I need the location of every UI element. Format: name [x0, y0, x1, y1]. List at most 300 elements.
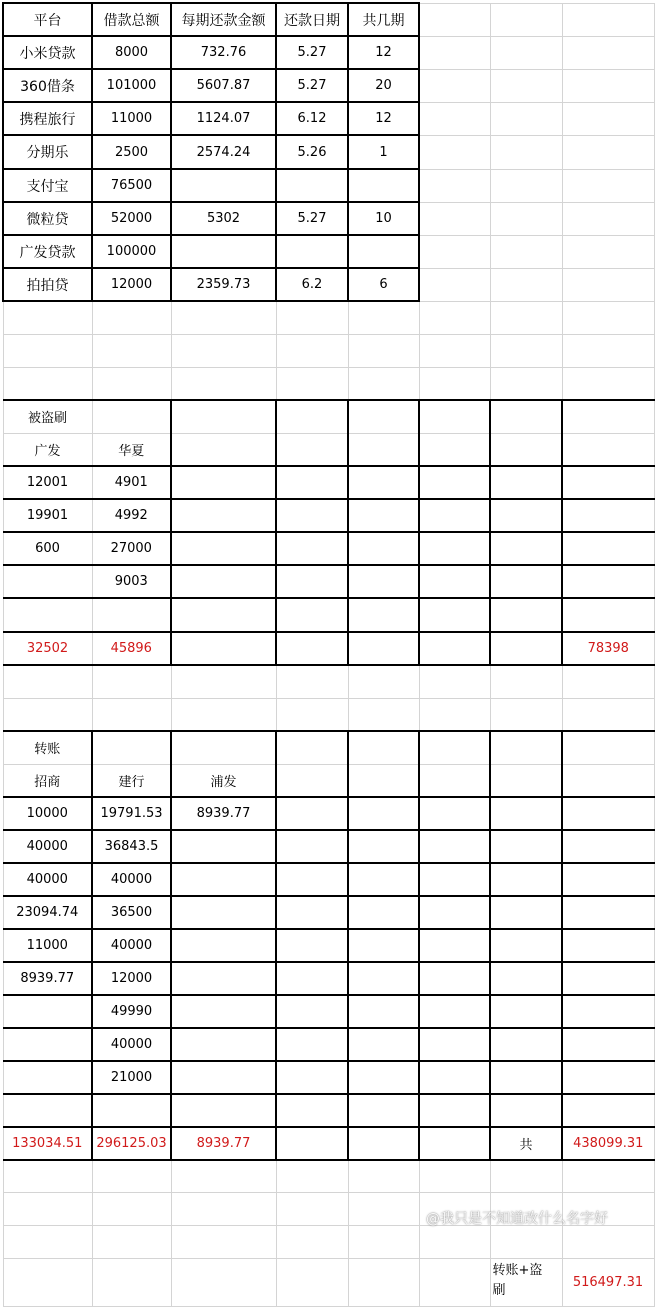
cell[interactable] — [348, 1225, 419, 1258]
cell[interactable] — [490, 598, 562, 632]
cell[interactable] — [276, 962, 348, 995]
cell[interactable] — [419, 1192, 490, 1225]
cell[interactable] — [562, 202, 654, 235]
loan-cell[interactable]: 5607.87 — [171, 69, 276, 102]
loan-cell[interactable]: 1124.07 — [171, 102, 276, 135]
cell[interactable] — [490, 731, 562, 764]
stolen-column-header[interactable]: 广发 — [3, 433, 92, 466]
cell[interactable] — [562, 334, 654, 367]
cell[interactable] — [171, 301, 276, 334]
loan-cell[interactable]: 6.2 — [276, 268, 348, 301]
transfer-cell[interactable] — [171, 929, 276, 962]
cell[interactable] — [348, 1094, 419, 1127]
loan-cell[interactable]: 11000 — [92, 102, 171, 135]
transfer-cell[interactable]: 21000 — [92, 1061, 171, 1094]
loan-cell[interactable]: 100000 — [92, 235, 171, 268]
loan-cell[interactable]: 2574.24 — [171, 135, 276, 169]
cell[interactable] — [490, 1028, 562, 1061]
loan-cell[interactable]: 2359.73 — [171, 268, 276, 301]
cell[interactable] — [348, 334, 419, 367]
cell[interactable] — [348, 466, 419, 499]
cell[interactable] — [562, 1061, 654, 1094]
cell[interactable] — [562, 1028, 654, 1061]
cell[interactable] — [562, 102, 654, 135]
loan-cell[interactable]: 2500 — [92, 135, 171, 169]
cell[interactable] — [419, 764, 490, 797]
cell[interactable] — [419, 665, 490, 698]
cell[interactable] — [276, 598, 348, 632]
cell[interactable] — [490, 102, 562, 135]
cell[interactable] — [490, 1225, 562, 1258]
loan-cell[interactable] — [171, 235, 276, 268]
cell[interactable] — [490, 499, 562, 532]
cell[interactable] — [490, 962, 562, 995]
transfer-cell[interactable]: 12000 — [92, 962, 171, 995]
cell[interactable] — [276, 565, 348, 598]
cell[interactable] — [276, 995, 348, 1028]
cell[interactable] — [276, 1192, 348, 1225]
stolen-cell[interactable]: 27000 — [92, 532, 171, 565]
cell[interactable] — [490, 565, 562, 598]
cell[interactable] — [276, 1225, 348, 1258]
transfer-cell[interactable]: 23094.74 — [3, 896, 92, 929]
loan-cell[interactable]: 10 — [348, 202, 419, 235]
transfer-cell[interactable] — [171, 995, 276, 1028]
loan-cell[interactable]: 6.12 — [276, 102, 348, 135]
cell[interactable] — [276, 632, 348, 665]
transfer-cell[interactable]: 10000 — [3, 797, 92, 830]
cell[interactable] — [171, 598, 276, 632]
cell[interactable] — [490, 334, 562, 367]
cell[interactable] — [490, 268, 562, 301]
cell[interactable] — [562, 929, 654, 962]
transfer-cell[interactable] — [3, 1028, 92, 1061]
cell[interactable] — [490, 433, 562, 466]
cell[interactable] — [348, 731, 419, 764]
cell[interactable] — [276, 896, 348, 929]
loan-cell[interactable] — [171, 169, 276, 202]
cell[interactable] — [3, 1258, 92, 1306]
loan-cell[interactable]: 8000 — [92, 36, 171, 69]
cell[interactable] — [171, 532, 276, 565]
cell[interactable] — [276, 433, 348, 466]
cell[interactable] — [276, 1127, 348, 1160]
transfer-cell[interactable] — [171, 962, 276, 995]
transfer-cell[interactable] — [3, 1061, 92, 1094]
transfer-cell[interactable] — [3, 995, 92, 1028]
cell[interactable] — [276, 731, 348, 764]
loan-cell[interactable]: 1 — [348, 135, 419, 169]
loan-cell[interactable]: 12 — [348, 36, 419, 69]
cell[interactable] — [562, 698, 654, 731]
cell[interactable] — [419, 334, 490, 367]
cell[interactable] — [490, 69, 562, 102]
loan-cell[interactable]: 拍拍贷 — [3, 268, 92, 301]
cell[interactable] — [3, 1192, 92, 1225]
loan-cell[interactable]: 支付宝 — [3, 169, 92, 202]
transfer-cell[interactable]: 40000 — [3, 830, 92, 863]
cell[interactable] — [276, 532, 348, 565]
transfer-title[interactable]: 转账 — [3, 731, 92, 764]
cell[interactable] — [276, 764, 348, 797]
cell[interactable] — [92, 665, 171, 698]
cell[interactable] — [171, 1192, 276, 1225]
cell[interactable] — [419, 830, 490, 863]
cell[interactable] — [562, 499, 654, 532]
cell[interactable] — [419, 962, 490, 995]
cell[interactable] — [348, 896, 419, 929]
cell[interactable] — [276, 698, 348, 731]
cell[interactable] — [171, 731, 276, 764]
cell[interactable] — [490, 665, 562, 698]
cell[interactable] — [419, 995, 490, 1028]
cell[interactable] — [562, 731, 654, 764]
transfer-cell[interactable]: 40000 — [92, 1028, 171, 1061]
cell[interactable] — [348, 995, 419, 1028]
transfer-cell[interactable]: 40000 — [3, 863, 92, 896]
cell[interactable] — [92, 400, 171, 433]
loan-cell[interactable]: 20 — [348, 69, 419, 102]
transfer-column-header[interactable]: 浦发 — [171, 764, 276, 797]
cell[interactable] — [419, 400, 490, 433]
cell[interactable] — [348, 764, 419, 797]
cell[interactable] — [348, 1127, 419, 1160]
cell[interactable] — [348, 698, 419, 731]
cell[interactable] — [562, 3, 654, 36]
cell[interactable] — [348, 632, 419, 665]
cell[interactable] — [3, 1225, 92, 1258]
cell[interactable] — [276, 301, 348, 334]
cell[interactable] — [562, 135, 654, 169]
transfer-total[interactable]: 8939.77 — [171, 1127, 276, 1160]
transfer-total[interactable]: 296125.03 — [92, 1127, 171, 1160]
cell[interactable] — [348, 797, 419, 830]
loan-cell[interactable]: 5.27 — [276, 202, 348, 235]
stolen-grand-total[interactable]: 78398 — [562, 632, 654, 665]
cell[interactable] — [419, 433, 490, 466]
cell[interactable] — [92, 334, 171, 367]
cell[interactable] — [490, 1258, 562, 1306]
cell[interactable] — [490, 36, 562, 69]
cell[interactable] — [419, 632, 490, 665]
loan-cell[interactable] — [348, 235, 419, 268]
cell[interactable] — [348, 1061, 419, 1094]
cell[interactable] — [490, 632, 562, 665]
cell[interactable] — [348, 1028, 419, 1061]
cell[interactable] — [490, 301, 562, 334]
loan-header-cell[interactable]: 借款总额 — [92, 3, 171, 36]
cell[interactable] — [490, 764, 562, 797]
cell[interactable] — [419, 1028, 490, 1061]
cell[interactable] — [562, 896, 654, 929]
cell[interactable] — [490, 202, 562, 235]
cell[interactable] — [419, 135, 490, 169]
cell[interactable] — [92, 1258, 171, 1306]
cell[interactable] — [562, 268, 654, 301]
cell[interactable] — [3, 367, 92, 400]
transfer-cell[interactable]: 19791.53 — [92, 797, 171, 830]
loan-cell[interactable]: 76500 — [92, 169, 171, 202]
loan-cell[interactable]: 微粒贷 — [3, 202, 92, 235]
cell[interactable] — [562, 962, 654, 995]
loan-header-cell[interactable]: 共几期 — [348, 3, 419, 36]
stolen-cell[interactable] — [3, 598, 92, 632]
transfer-cell[interactable]: 8939.77 — [171, 797, 276, 830]
cell[interactable] — [92, 301, 171, 334]
cell[interactable] — [490, 3, 562, 36]
cell[interactable] — [171, 334, 276, 367]
cell[interactable] — [348, 962, 419, 995]
cell[interactable] — [419, 367, 490, 400]
loan-cell[interactable]: 5.27 — [276, 69, 348, 102]
cell[interactable] — [562, 367, 654, 400]
cell[interactable] — [348, 1258, 419, 1306]
cell[interactable] — [419, 1258, 490, 1306]
cell[interactable] — [171, 665, 276, 698]
cell[interactable] — [276, 1094, 348, 1127]
cell[interactable] — [92, 1225, 171, 1258]
cell[interactable] — [348, 565, 419, 598]
cell[interactable] — [171, 1225, 276, 1258]
cell[interactable] — [276, 665, 348, 698]
transfer-cell[interactable]: 36500 — [92, 896, 171, 929]
cell[interactable] — [348, 367, 419, 400]
cell[interactable] — [348, 863, 419, 896]
cell[interactable] — [562, 830, 654, 863]
cell[interactable] — [276, 400, 348, 433]
cell[interactable] — [171, 565, 276, 598]
cell[interactable] — [92, 1160, 171, 1192]
transfer-grand-total[interactable]: 438099.31 — [562, 1127, 654, 1160]
cell[interactable] — [419, 202, 490, 235]
loan-cell[interactable]: 52000 — [92, 202, 171, 235]
cell[interactable] — [348, 499, 419, 532]
cell[interactable] — [562, 301, 654, 334]
loan-header-cell[interactable]: 平台 — [3, 3, 92, 36]
cell[interactable] — [276, 334, 348, 367]
loan-cell[interactable]: 5.26 — [276, 135, 348, 169]
stolen-cell[interactable]: 600 — [3, 532, 92, 565]
cell[interactable] — [490, 1160, 562, 1192]
cell[interactable] — [490, 135, 562, 169]
cell[interactable] — [171, 367, 276, 400]
cell[interactable] — [348, 400, 419, 433]
cell[interactable] — [419, 1225, 490, 1258]
cell[interactable] — [171, 433, 276, 466]
loan-cell[interactable] — [276, 235, 348, 268]
cell[interactable] — [490, 830, 562, 863]
loan-cell[interactable]: 携程旅行 — [3, 102, 92, 135]
transfer-total[interactable]: 133034.51 — [3, 1127, 92, 1160]
cell[interactable] — [276, 863, 348, 896]
cell[interactable] — [3, 301, 92, 334]
cell[interactable] — [171, 400, 276, 433]
loan-cell[interactable]: 360借条 — [3, 69, 92, 102]
cell[interactable] — [562, 235, 654, 268]
cell[interactable] — [562, 764, 654, 797]
stolen-cell[interactable]: 19901 — [3, 499, 92, 532]
cell[interactable] — [490, 698, 562, 731]
cell[interactable] — [419, 102, 490, 135]
cell[interactable] — [276, 1061, 348, 1094]
cell[interactable] — [562, 69, 654, 102]
cell[interactable] — [419, 169, 490, 202]
cell[interactable] — [348, 929, 419, 962]
cell[interactable] — [276, 797, 348, 830]
cell[interactable] — [171, 499, 276, 532]
loan-cell[interactable]: 12000 — [92, 268, 171, 301]
transfer-cell[interactable] — [171, 1094, 276, 1127]
cell[interactable] — [3, 334, 92, 367]
stolen-cell[interactable]: 12001 — [3, 466, 92, 499]
cell[interactable] — [490, 169, 562, 202]
cell[interactable] — [348, 598, 419, 632]
stolen-title[interactable]: 被盗刷 — [3, 400, 92, 433]
cell[interactable] — [562, 1160, 654, 1192]
loan-header-cell[interactable]: 还款日期 — [276, 3, 348, 36]
cell[interactable] — [276, 367, 348, 400]
transfer-cell[interactable] — [171, 863, 276, 896]
cell[interactable] — [276, 499, 348, 532]
transfer-cell[interactable]: 40000 — [92, 863, 171, 896]
cell[interactable] — [490, 863, 562, 896]
cell[interactable] — [92, 1192, 171, 1225]
cell[interactable] — [562, 532, 654, 565]
loan-cell[interactable] — [276, 169, 348, 202]
cell[interactable] — [276, 1258, 348, 1306]
stolen-total[interactable]: 32502 — [3, 632, 92, 665]
cell[interactable] — [92, 367, 171, 400]
loan-cell[interactable]: 732.76 — [171, 36, 276, 69]
cell[interactable] — [171, 1258, 276, 1306]
cell[interactable] — [348, 830, 419, 863]
cell[interactable] — [171, 466, 276, 499]
transfer-cell[interactable] — [171, 830, 276, 863]
cell[interactable] — [92, 731, 171, 764]
transfer-column-header[interactable]: 招商 — [3, 764, 92, 797]
cell[interactable] — [562, 1094, 654, 1127]
cell[interactable] — [276, 1160, 348, 1192]
stolen-cell[interactable] — [3, 565, 92, 598]
cell[interactable] — [562, 863, 654, 896]
cell[interactable] — [419, 532, 490, 565]
cell[interactable] — [419, 731, 490, 764]
cell[interactable] — [419, 268, 490, 301]
transfer-column-header[interactable]: 建行 — [92, 764, 171, 797]
cell[interactable] — [348, 433, 419, 466]
transfer-cell[interactable] — [171, 896, 276, 929]
cell[interactable] — [419, 1160, 490, 1192]
cell[interactable] — [562, 598, 654, 632]
cell[interactable] — [3, 665, 92, 698]
loan-cell[interactable] — [348, 169, 419, 202]
cell[interactable] — [490, 797, 562, 830]
cell[interactable] — [419, 698, 490, 731]
stolen-total[interactable]: 45896 — [92, 632, 171, 665]
cell[interactable] — [419, 466, 490, 499]
cell[interactable] — [171, 698, 276, 731]
transfer-cell[interactable]: 49990 — [92, 995, 171, 1028]
cell[interactable] — [419, 1094, 490, 1127]
cell[interactable] — [419, 69, 490, 102]
transfer-cell[interactable] — [3, 1094, 92, 1127]
cell[interactable] — [419, 896, 490, 929]
cell[interactable] — [562, 797, 654, 830]
cell[interactable] — [348, 532, 419, 565]
cell[interactable] — [3, 698, 92, 731]
cell[interactable] — [490, 466, 562, 499]
transfer-cell[interactable]: 8939.77 — [3, 962, 92, 995]
summary-value[interactable]: 516497.31 — [562, 1258, 654, 1306]
cell[interactable] — [276, 929, 348, 962]
stolen-cell[interactable]: 4901 — [92, 466, 171, 499]
cell[interactable] — [562, 565, 654, 598]
cell[interactable] — [419, 499, 490, 532]
loan-cell[interactable]: 5302 — [171, 202, 276, 235]
cell[interactable] — [562, 1225, 654, 1258]
cell[interactable] — [171, 632, 276, 665]
cell[interactable] — [562, 36, 654, 69]
cell[interactable] — [562, 400, 654, 433]
cell[interactable] — [562, 995, 654, 1028]
cell[interactable] — [348, 665, 419, 698]
cell[interactable] — [419, 797, 490, 830]
cell[interactable] — [490, 1094, 562, 1127]
cell[interactable] — [419, 3, 490, 36]
transfer-total-label[interactable]: 共 — [490, 1127, 562, 1160]
transfer-cell[interactable]: 40000 — [92, 929, 171, 962]
stolen-cell[interactable]: 9003 — [92, 565, 171, 598]
cell[interactable] — [490, 896, 562, 929]
cell[interactable] — [490, 400, 562, 433]
transfer-cell[interactable]: 11000 — [3, 929, 92, 962]
cell[interactable] — [419, 565, 490, 598]
cell[interactable] — [490, 1192, 562, 1225]
cell[interactable] — [419, 301, 490, 334]
cell[interactable] — [419, 235, 490, 268]
cell[interactable] — [490, 235, 562, 268]
stolen-column-header[interactable]: 华夏 — [92, 433, 171, 466]
cell[interactable] — [276, 1028, 348, 1061]
transfer-cell[interactable] — [171, 1028, 276, 1061]
cell[interactable] — [171, 1160, 276, 1192]
cell[interactable] — [92, 698, 171, 731]
loan-cell[interactable]: 广发贷款 — [3, 235, 92, 268]
cell[interactable] — [3, 1160, 92, 1192]
loan-cell[interactable]: 分期乐 — [3, 135, 92, 169]
cell[interactable] — [562, 433, 654, 466]
cell[interactable] — [419, 598, 490, 632]
loan-cell[interactable]: 6 — [348, 268, 419, 301]
cell[interactable] — [348, 301, 419, 334]
cell[interactable] — [490, 995, 562, 1028]
cell[interactable] — [490, 532, 562, 565]
transfer-cell[interactable]: 36843.5 — [92, 830, 171, 863]
cell[interactable] — [562, 169, 654, 202]
cell[interactable] — [490, 367, 562, 400]
cell[interactable] — [348, 1160, 419, 1192]
cell[interactable] — [419, 1061, 490, 1094]
cell[interactable] — [276, 466, 348, 499]
cell[interactable] — [419, 863, 490, 896]
cell[interactable] — [490, 1061, 562, 1094]
cell[interactable] — [562, 466, 654, 499]
cell[interactable] — [562, 665, 654, 698]
cell[interactable] — [419, 929, 490, 962]
stolen-cell[interactable] — [92, 598, 171, 632]
cell[interactable] — [276, 830, 348, 863]
stolen-cell[interactable]: 4992 — [92, 499, 171, 532]
